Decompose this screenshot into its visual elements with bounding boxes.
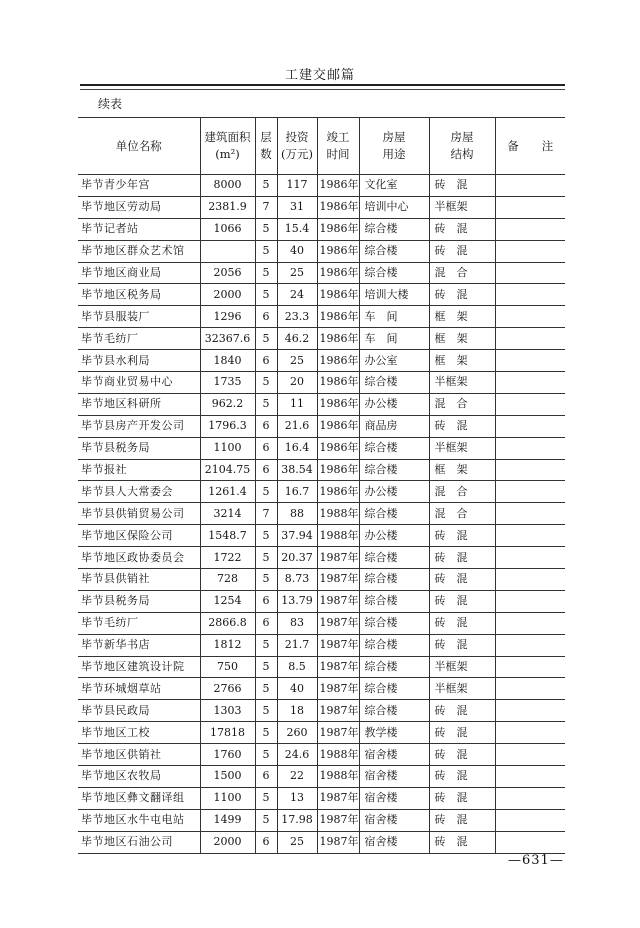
- cell-structure: 砖 混: [429, 218, 495, 240]
- cell-floors: 5: [255, 372, 277, 394]
- cell-structure: 砖 混: [429, 240, 495, 262]
- cell-floors: 6: [255, 831, 277, 853]
- cell-structure: 砖 混: [429, 722, 495, 744]
- header-rule-thick: [80, 84, 565, 86]
- cell-completion: 1987年: [317, 612, 359, 634]
- cell-area: 2381.9: [200, 196, 255, 218]
- cell-investment: 20: [277, 372, 317, 394]
- cell-structure: 砖 混: [429, 766, 495, 788]
- cell-floors: 5: [255, 656, 277, 678]
- cell-unit-name: 毕节地区政协委员会: [78, 547, 200, 569]
- cell-investment: 38.54: [277, 459, 317, 481]
- table-row: [78, 372, 565, 394]
- col-header-remarks: 备 注: [495, 118, 565, 175]
- cell-remarks: [495, 547, 565, 569]
- cell-remarks: [495, 218, 565, 240]
- cell-investment: 83: [277, 612, 317, 634]
- cell-area: 1499: [200, 809, 255, 831]
- cell-floors: 6: [255, 415, 277, 437]
- cell-remarks: [495, 590, 565, 612]
- table-row: [78, 240, 565, 262]
- cell-investment: 8.73: [277, 569, 317, 591]
- cell-area: 2000: [200, 831, 255, 853]
- cell-investment: 24: [277, 284, 317, 306]
- cell-area: 3214: [200, 503, 255, 525]
- cell-remarks: [495, 634, 565, 656]
- cell-usage: 宿舍楼: [359, 809, 429, 831]
- cell-remarks: [495, 766, 565, 788]
- cell-investment: 22: [277, 766, 317, 788]
- cell-area: 1303: [200, 700, 255, 722]
- cell-investment: 25: [277, 350, 317, 372]
- cell-investment: 8.5: [277, 656, 317, 678]
- cell-investment: 16.4: [277, 437, 317, 459]
- cell-completion: 1986年: [317, 372, 359, 394]
- cell-remarks: [495, 503, 565, 525]
- cell-area: 2056: [200, 262, 255, 284]
- cell-structure: 半框架: [429, 437, 495, 459]
- cell-completion: 1987年: [317, 678, 359, 700]
- cell-usage: 办公室: [359, 350, 429, 372]
- cell-unit-name: 毕节地区税务局: [78, 284, 200, 306]
- cell-remarks: [495, 481, 565, 503]
- cell-investment: 24.6: [277, 744, 317, 766]
- table-row: [78, 437, 565, 459]
- cell-floors: 5: [255, 678, 277, 700]
- cell-structure: 砖 混: [429, 175, 495, 197]
- table-row: [78, 612, 565, 634]
- cell-usage: 综合楼: [359, 656, 429, 678]
- cell-remarks: [495, 262, 565, 284]
- cell-area: 1296: [200, 306, 255, 328]
- cell-remarks: [495, 284, 565, 306]
- cell-structure: 砖 混: [429, 700, 495, 722]
- table-row: [78, 196, 565, 218]
- cell-remarks: [495, 328, 565, 350]
- cell-remarks: [495, 656, 565, 678]
- cell-floors: 5: [255, 809, 277, 831]
- cell-unit-name: 毕节报社: [78, 459, 200, 481]
- cell-area: 2866.8: [200, 612, 255, 634]
- cell-floors: 5: [255, 787, 277, 809]
- cell-floors: 7: [255, 503, 277, 525]
- cell-unit-name: 毕节县水利局: [78, 350, 200, 372]
- cell-unit-name: 毕节青少年宫: [78, 175, 200, 197]
- cell-structure: 半框架: [429, 678, 495, 700]
- table-row: [78, 656, 565, 678]
- cell-investment: 18: [277, 700, 317, 722]
- table-row: [78, 284, 565, 306]
- cell-unit-name: 毕节县税务局: [78, 590, 200, 612]
- cell-usage: 综合楼: [359, 437, 429, 459]
- cell-floors: 5: [255, 525, 277, 547]
- cell-area: 1100: [200, 787, 255, 809]
- header-rule-thin: [80, 89, 565, 90]
- cell-unit-name: 毕节地区水牛屯电站: [78, 809, 200, 831]
- cell-usage: 办公楼: [359, 525, 429, 547]
- cell-floors: 5: [255, 284, 277, 306]
- cell-completion: 1986年: [317, 350, 359, 372]
- cell-remarks: [495, 196, 565, 218]
- cell-completion: 1987年: [317, 547, 359, 569]
- cell-usage: 办公楼: [359, 481, 429, 503]
- cell-floors: 5: [255, 722, 277, 744]
- col-header-completion: 竣工 时间: [317, 118, 359, 175]
- cell-completion: 1986年: [317, 262, 359, 284]
- cell-area: 728: [200, 569, 255, 591]
- cell-completion: 1987年: [317, 656, 359, 678]
- cell-remarks: [495, 612, 565, 634]
- cell-structure: 砖 混: [429, 569, 495, 591]
- table-header-row: [78, 118, 565, 175]
- cell-structure: 半框架: [429, 196, 495, 218]
- cell-investment: 88: [277, 503, 317, 525]
- cell-area: 1100: [200, 437, 255, 459]
- col-header-unit-name: 单位名称: [78, 118, 200, 175]
- cell-remarks: [495, 350, 565, 372]
- cell-completion: 1987年: [317, 787, 359, 809]
- cell-investment: 17.98: [277, 809, 317, 831]
- buildings-table: [78, 117, 565, 854]
- cell-usage: 综合楼: [359, 612, 429, 634]
- cell-completion: 1987年: [317, 809, 359, 831]
- cell-investment: 21.7: [277, 634, 317, 656]
- cell-completion: 1988年: [317, 766, 359, 788]
- cell-remarks: [495, 372, 565, 394]
- col-header-floors: 层数: [255, 118, 277, 175]
- col-header-area: 建筑面积 (m²): [200, 118, 255, 175]
- cell-unit-name: 毕节毛纺厂: [78, 328, 200, 350]
- cell-unit-name: 毕节地区农牧局: [78, 766, 200, 788]
- table-row: [78, 766, 565, 788]
- table-row: [78, 218, 565, 240]
- cell-remarks: [495, 525, 565, 547]
- cell-usage: 综合楼: [359, 700, 429, 722]
- cell-floors: 5: [255, 700, 277, 722]
- cell-structure: 砖 混: [429, 415, 495, 437]
- cell-usage: 办公楼: [359, 393, 429, 415]
- cell-floors: 5: [255, 218, 277, 240]
- cell-area: 1261.4: [200, 481, 255, 503]
- cell-structure: 半框架: [429, 656, 495, 678]
- cell-usage: 综合楼: [359, 459, 429, 481]
- cell-usage: 车 间: [359, 306, 429, 328]
- cell-floors: 5: [255, 240, 277, 262]
- cell-floors: 5: [255, 744, 277, 766]
- cell-completion: 1987年: [317, 831, 359, 853]
- cell-remarks: [495, 831, 565, 853]
- cell-usage: 综合楼: [359, 678, 429, 700]
- cell-completion: 1986年: [317, 481, 359, 503]
- cell-completion: 1986年: [317, 306, 359, 328]
- cell-completion: 1986年: [317, 415, 359, 437]
- cell-floors: 5: [255, 569, 277, 591]
- cell-remarks: [495, 678, 565, 700]
- cell-floors: 7: [255, 196, 277, 218]
- cell-area: 1760: [200, 744, 255, 766]
- cell-completion: 1988年: [317, 503, 359, 525]
- cell-floors: 6: [255, 612, 277, 634]
- cell-usage: 宿舍楼: [359, 831, 429, 853]
- cell-usage: 综合楼: [359, 547, 429, 569]
- cell-unit-name: 毕节毛纺厂: [78, 612, 200, 634]
- cell-remarks: [495, 240, 565, 262]
- cell-floors: 6: [255, 437, 277, 459]
- cell-unit-name: 毕节县民政局: [78, 700, 200, 722]
- cell-investment: 40: [277, 678, 317, 700]
- table-row: [78, 547, 565, 569]
- cell-structure: 砖 混: [429, 547, 495, 569]
- cell-investment: 13.79: [277, 590, 317, 612]
- cell-structure: 混 合: [429, 481, 495, 503]
- cell-structure: 混 合: [429, 503, 495, 525]
- table-row: [78, 809, 565, 831]
- cell-remarks: [495, 744, 565, 766]
- cell-usage: 综合楼: [359, 262, 429, 284]
- cell-investment: 117: [277, 175, 317, 197]
- cell-area: 1722: [200, 547, 255, 569]
- cell-investment: 21.6: [277, 415, 317, 437]
- table-row: [78, 503, 565, 525]
- cell-structure: 半框架: [429, 372, 495, 394]
- cell-unit-name: 毕节地区群众艺术馆: [78, 240, 200, 262]
- cell-area: 1066: [200, 218, 255, 240]
- cell-area: 1548.7: [200, 525, 255, 547]
- cell-floors: 5: [255, 262, 277, 284]
- cell-area: 1796.3: [200, 415, 255, 437]
- cell-unit-name: 毕节县房产开发公司: [78, 415, 200, 437]
- page-number: —631—: [508, 853, 564, 868]
- cell-unit-name: 毕节地区彝文翻译组: [78, 787, 200, 809]
- cell-area: 750: [200, 656, 255, 678]
- cell-usage: 综合楼: [359, 569, 429, 591]
- cell-structure: 砖 混: [429, 809, 495, 831]
- cell-completion: 1987年: [317, 569, 359, 591]
- cell-usage: 综合楼: [359, 503, 429, 525]
- col-header-investment: 投资 (万元): [277, 118, 317, 175]
- cell-unit-name: 毕节地区供销社: [78, 744, 200, 766]
- table-row: [78, 415, 565, 437]
- cell-area: 32367.6: [200, 328, 255, 350]
- cell-structure: 砖 混: [429, 831, 495, 853]
- table-row: [78, 569, 565, 591]
- cell-usage: 宿舍楼: [359, 766, 429, 788]
- cell-floors: 5: [255, 328, 277, 350]
- cell-remarks: [495, 809, 565, 831]
- cell-structure: 砖 混: [429, 744, 495, 766]
- cell-completion: 1986年: [317, 393, 359, 415]
- cell-completion: 1988年: [317, 525, 359, 547]
- cell-completion: 1986年: [317, 437, 359, 459]
- cell-area: [200, 240, 255, 262]
- cell-completion: 1986年: [317, 196, 359, 218]
- cell-structure: 混 合: [429, 262, 495, 284]
- cell-usage: 文化室: [359, 175, 429, 197]
- cell-investment: 40: [277, 240, 317, 262]
- cell-unit-name: 毕节县供销贸易公司: [78, 503, 200, 525]
- cell-remarks: [495, 415, 565, 437]
- cell-completion: 1987年: [317, 700, 359, 722]
- cell-floors: 5: [255, 634, 277, 656]
- cell-remarks: [495, 459, 565, 481]
- cell-investment: 31: [277, 196, 317, 218]
- cell-structure: 框 架: [429, 459, 495, 481]
- cell-usage: 综合楼: [359, 590, 429, 612]
- cell-area: 17818: [200, 722, 255, 744]
- cell-completion: 1986年: [317, 328, 359, 350]
- table-row: [78, 744, 565, 766]
- cell-unit-name: 毕节新华书店: [78, 634, 200, 656]
- cell-floors: 6: [255, 766, 277, 788]
- table-row: [78, 831, 565, 853]
- cell-unit-name: 毕节地区工校: [78, 722, 200, 744]
- table-row: [78, 787, 565, 809]
- cell-area: 8000: [200, 175, 255, 197]
- cell-structure: 砖 混: [429, 787, 495, 809]
- table-row: [78, 700, 565, 722]
- cell-usage: 综合楼: [359, 218, 429, 240]
- page-header-title: 工建交邮篇: [284, 68, 355, 83]
- cell-investment: 25: [277, 831, 317, 853]
- table-row: [78, 590, 565, 612]
- cell-unit-name: 毕节地区商业局: [78, 262, 200, 284]
- cell-investment: 37.94: [277, 525, 317, 547]
- cell-unit-name: 毕节地区石油公司: [78, 831, 200, 853]
- cell-remarks: [495, 787, 565, 809]
- cell-remarks: [495, 722, 565, 744]
- cell-completion: 1986年: [317, 459, 359, 481]
- cell-structure: 框 架: [429, 328, 495, 350]
- cell-unit-name: 毕节县供销社: [78, 569, 200, 591]
- cell-unit-name: 毕节环城烟草站: [78, 678, 200, 700]
- cell-area: 962.2: [200, 393, 255, 415]
- cell-floors: 5: [255, 547, 277, 569]
- cell-completion: 1987年: [317, 590, 359, 612]
- cell-unit-name: 毕节商业贸易中心: [78, 372, 200, 394]
- cell-structure: 框 架: [429, 350, 495, 372]
- table-row: [78, 262, 565, 284]
- cell-floors: 6: [255, 306, 277, 328]
- cell-usage: 宿舍楼: [359, 787, 429, 809]
- cell-area: 1840: [200, 350, 255, 372]
- table-row: [78, 634, 565, 656]
- cell-unit-name: 毕节地区保险公司: [78, 525, 200, 547]
- cell-remarks: [495, 175, 565, 197]
- cell-investment: 20.37: [277, 547, 317, 569]
- cell-unit-name: 毕节县服装厂: [78, 306, 200, 328]
- cell-structure: 砖 混: [429, 590, 495, 612]
- cell-structure: 砖 混: [429, 612, 495, 634]
- cell-remarks: [495, 393, 565, 415]
- cell-structure: 砖 混: [429, 284, 495, 306]
- table-row: [78, 306, 565, 328]
- cell-floors: 5: [255, 393, 277, 415]
- cell-completion: 1987年: [317, 722, 359, 744]
- cell-area: 1500: [200, 766, 255, 788]
- cell-usage: 培训大楼: [359, 284, 429, 306]
- cell-unit-name: 毕节地区劳动局: [78, 196, 200, 218]
- cell-unit-name: 毕节地区建筑设计院: [78, 656, 200, 678]
- cell-floors: 5: [255, 481, 277, 503]
- cell-unit-name: 毕节县税务局: [78, 437, 200, 459]
- cell-completion: 1987年: [317, 634, 359, 656]
- cell-investment: 25: [277, 262, 317, 284]
- cell-remarks: [495, 700, 565, 722]
- cell-floors: 6: [255, 350, 277, 372]
- cell-remarks: [495, 437, 565, 459]
- cell-structure: 砖 混: [429, 634, 495, 656]
- cell-area: 1254: [200, 590, 255, 612]
- cell-area: 1735: [200, 372, 255, 394]
- table-row: [78, 328, 565, 350]
- table-row: [78, 722, 565, 744]
- table-row: [78, 175, 565, 197]
- cell-usage: 综合楼: [359, 634, 429, 656]
- table-row: [78, 678, 565, 700]
- cell-area: 2766: [200, 678, 255, 700]
- cell-area: 1812: [200, 634, 255, 656]
- table-row: [78, 459, 565, 481]
- cell-structure: 砖 混: [429, 525, 495, 547]
- cell-usage: 商品房: [359, 415, 429, 437]
- cell-investment: 260: [277, 722, 317, 744]
- cell-remarks: [495, 569, 565, 591]
- cell-floors: 5: [255, 175, 277, 197]
- cell-completion: 1986年: [317, 240, 359, 262]
- cell-usage: 综合楼: [359, 372, 429, 394]
- table-row: [78, 481, 565, 503]
- cell-investment: 11: [277, 393, 317, 415]
- cell-area: 2104.75: [200, 459, 255, 481]
- continuation-label: 续表: [98, 97, 123, 111]
- cell-investment: 15.4: [277, 218, 317, 240]
- cell-investment: 13: [277, 787, 317, 809]
- cell-completion: 1988年: [317, 744, 359, 766]
- cell-investment: 23.3: [277, 306, 317, 328]
- cell-structure: 框 架: [429, 306, 495, 328]
- cell-usage: 培训中心: [359, 196, 429, 218]
- cell-structure: 混 合: [429, 393, 495, 415]
- cell-completion: 1986年: [317, 284, 359, 306]
- cell-completion: 1986年: [317, 218, 359, 240]
- cell-unit-name: 毕节记者站: [78, 218, 200, 240]
- col-header-structure: 房屋 结构: [429, 118, 495, 175]
- cell-investment: 46.2: [277, 328, 317, 350]
- cell-investment: 16.7: [277, 481, 317, 503]
- cell-usage: 教学楼: [359, 722, 429, 744]
- col-header-usage: 房屋 用途: [359, 118, 429, 175]
- cell-unit-name: 毕节地区科研所: [78, 393, 200, 415]
- cell-floors: 6: [255, 459, 277, 481]
- cell-usage: 综合楼: [359, 240, 429, 262]
- table-row: [78, 350, 565, 372]
- cell-floors: 6: [255, 590, 277, 612]
- cell-unit-name: 毕节县人大常委会: [78, 481, 200, 503]
- table-row: [78, 393, 565, 415]
- table-row: [78, 525, 565, 547]
- cell-remarks: [495, 306, 565, 328]
- cell-area: 2000: [200, 284, 255, 306]
- cell-completion: 1986年: [317, 175, 359, 197]
- cell-usage: 车 间: [359, 328, 429, 350]
- cell-usage: 宿舍楼: [359, 744, 429, 766]
